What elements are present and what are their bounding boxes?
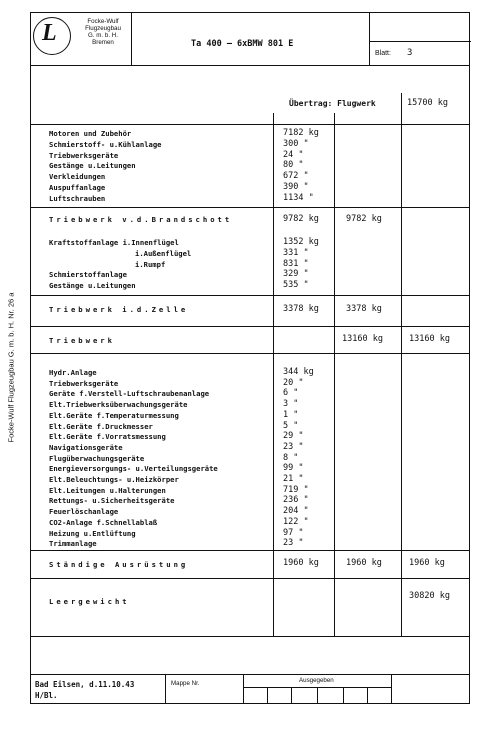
subtotal-label: Triebwerk xyxy=(49,336,115,345)
rule xyxy=(31,578,469,579)
item-label: Schmierstoffanlage xyxy=(49,270,127,280)
item-value: 672 " xyxy=(283,171,309,182)
item-value: 23 " xyxy=(283,538,304,549)
subtotal-label: Ständige Ausrüstung xyxy=(49,560,189,569)
rule xyxy=(31,353,469,354)
divider xyxy=(291,687,292,703)
item-label: Triebwerksgeräte xyxy=(49,378,119,388)
subtotal-label: Triebwerk v.d.Brandschott xyxy=(49,215,233,224)
item-label: Schmierstoff- u.Kühlanlage xyxy=(49,139,162,149)
rule xyxy=(31,295,469,296)
total-label: Leergewicht xyxy=(49,597,130,606)
focke-wulf-logo-icon xyxy=(33,17,71,55)
rule xyxy=(31,550,469,551)
initials: H/Bl. xyxy=(35,691,58,700)
item-label: Triebwerksgeräte xyxy=(49,150,119,160)
mappe-label: Mappe Nr. xyxy=(171,680,200,687)
side-imprint-text: Focke-Wulf Flugzeugbau G. m. b. H. Nr. 26 a xyxy=(6,292,16,443)
item-label: i.Außenflügel xyxy=(135,248,192,258)
item-value: 204 " xyxy=(283,506,309,517)
item-label: Flugüberwachungsgeräte xyxy=(49,453,145,463)
item-value: 99 " xyxy=(283,463,304,474)
side-imprint xyxy=(4,270,18,470)
item-value: 300 " xyxy=(283,138,309,149)
carryover-value: 15700 kg xyxy=(407,98,448,108)
place-date: Bad Eilsen, d.11.10.43 xyxy=(35,680,135,689)
item-label: Auspuffanlage xyxy=(49,183,106,192)
item-value: 535 " xyxy=(283,280,309,291)
subtotal-value: 1960 kg xyxy=(346,558,382,568)
sheet-label: Blatt: xyxy=(375,50,391,57)
item-value: 329 " xyxy=(283,269,309,280)
item-label: Gestänge u.Leitungen xyxy=(49,161,136,171)
item-value: 390 " xyxy=(283,182,309,192)
item-value: 236 " xyxy=(283,495,309,506)
item-value: 331 " xyxy=(283,247,309,258)
divider xyxy=(343,687,344,703)
item-value: 1134 " xyxy=(283,192,314,203)
company-line: Focke-Wulf xyxy=(87,18,119,25)
item-value: 344 kg xyxy=(283,367,314,377)
subtotal-value: 1960 kg xyxy=(283,558,319,568)
divider xyxy=(165,675,166,703)
item-label: Feuerlöschanlage xyxy=(49,507,119,517)
rule xyxy=(31,636,469,637)
subtotal-value: 9782 kg xyxy=(283,214,319,224)
divider xyxy=(317,687,318,703)
item-label: Elt.Leitungen u.Halterungen xyxy=(49,485,166,495)
item-label: Navigationsgeräte xyxy=(49,442,123,452)
item-label: Elt.Geräte f.Vorratsmessung xyxy=(49,432,166,442)
item-value: 23 " xyxy=(283,441,304,452)
rule xyxy=(31,326,469,327)
item-value: 29 " xyxy=(283,431,304,442)
item-label: Luftschrauben xyxy=(49,193,106,203)
subtotal-value: 3378 kg xyxy=(283,304,319,314)
subtotal-value: 13160 kg xyxy=(342,334,383,344)
divider xyxy=(369,13,370,65)
item-label: CO2-Anlage f.Schnellablaß xyxy=(49,517,158,527)
subtotal-value: 3378 kg xyxy=(346,304,382,314)
item-value: 97 " xyxy=(283,527,304,538)
company-block xyxy=(75,18,131,46)
item-label: Hydr.Anlage xyxy=(49,368,97,377)
item-label: Gestänge u.Leitungen xyxy=(49,281,136,291)
item-label: Kraftstoffanlage i.Innenflügel xyxy=(49,238,179,247)
subtotal-label: Triebwerk i.d.Zelle xyxy=(49,305,189,314)
divider xyxy=(131,13,132,65)
header xyxy=(31,13,469,66)
company-line: Bremen xyxy=(92,39,114,46)
item-value: 1352 kg xyxy=(283,237,319,247)
item-label: Elt.Triebwerksüberwachungsgeräte xyxy=(49,400,188,410)
column-rule xyxy=(273,113,274,636)
item-label: Motoren und Zubehör xyxy=(49,129,132,138)
company-line: G. m. b. H. xyxy=(88,32,118,39)
item-value: 20 " xyxy=(283,377,304,388)
item-label: Rettungs- u.Sicherheitsgeräte xyxy=(49,496,175,506)
subtotal-value: 9782 kg xyxy=(346,214,382,224)
column-rule xyxy=(334,113,335,636)
subtotal-value: 13160 kg xyxy=(409,334,450,344)
item-label: Elt.Geräte f.Druckmesser xyxy=(49,421,153,431)
item-label: Trimmanlage xyxy=(49,539,97,549)
item-label: Verkleidungen xyxy=(49,172,106,182)
divider xyxy=(369,41,471,42)
issued-label: Ausgegeben xyxy=(299,677,334,684)
item-value: 80 " xyxy=(283,160,304,171)
item-label: Heizung u.Entlüftung xyxy=(49,528,136,538)
total-value: 30820 kg xyxy=(409,591,450,601)
form-sheet xyxy=(30,12,470,704)
item-label: i.Rumpf xyxy=(135,259,166,269)
item-value: 8 " xyxy=(283,452,299,463)
column-rule xyxy=(401,93,402,636)
item-value: 122 " xyxy=(283,516,309,527)
subtotal-value: 1960 kg xyxy=(409,558,445,568)
divider xyxy=(391,675,392,703)
footer xyxy=(31,674,469,703)
item-label: Geräte f.Verstell-Luftschraubenanlage xyxy=(49,389,210,399)
item-label: Elt.Geräte f.Temperaturmessung xyxy=(49,410,179,420)
item-value: 3 " xyxy=(283,399,299,410)
item-value: 831 " xyxy=(283,258,309,269)
rule xyxy=(31,124,469,125)
item-value: 6 " xyxy=(283,388,299,399)
item-value: 24 " xyxy=(283,149,304,160)
item-value: 1 " xyxy=(283,409,299,420)
carryover-label: Übertrag: Flugwerk xyxy=(289,99,376,108)
rule xyxy=(31,207,469,208)
divider xyxy=(267,687,268,703)
item-value: 7182 kg xyxy=(283,128,319,138)
item-label: Energieversorgungs- u.Verteilungsgeräte xyxy=(49,464,218,474)
document-title: Ta 400 – 6xBMW 801 E xyxy=(191,39,294,49)
item-value: 21 " xyxy=(283,474,304,484)
sheet-number: 3 xyxy=(407,48,413,58)
divider xyxy=(367,687,368,703)
divider xyxy=(243,675,244,703)
item-label: Elt.Beleuchtungs- u.Heizkörper xyxy=(49,475,179,484)
company-line: Flugzeugbau xyxy=(85,25,121,32)
item-value: 5 " xyxy=(283,420,299,431)
item-value: 719 " xyxy=(283,484,309,495)
